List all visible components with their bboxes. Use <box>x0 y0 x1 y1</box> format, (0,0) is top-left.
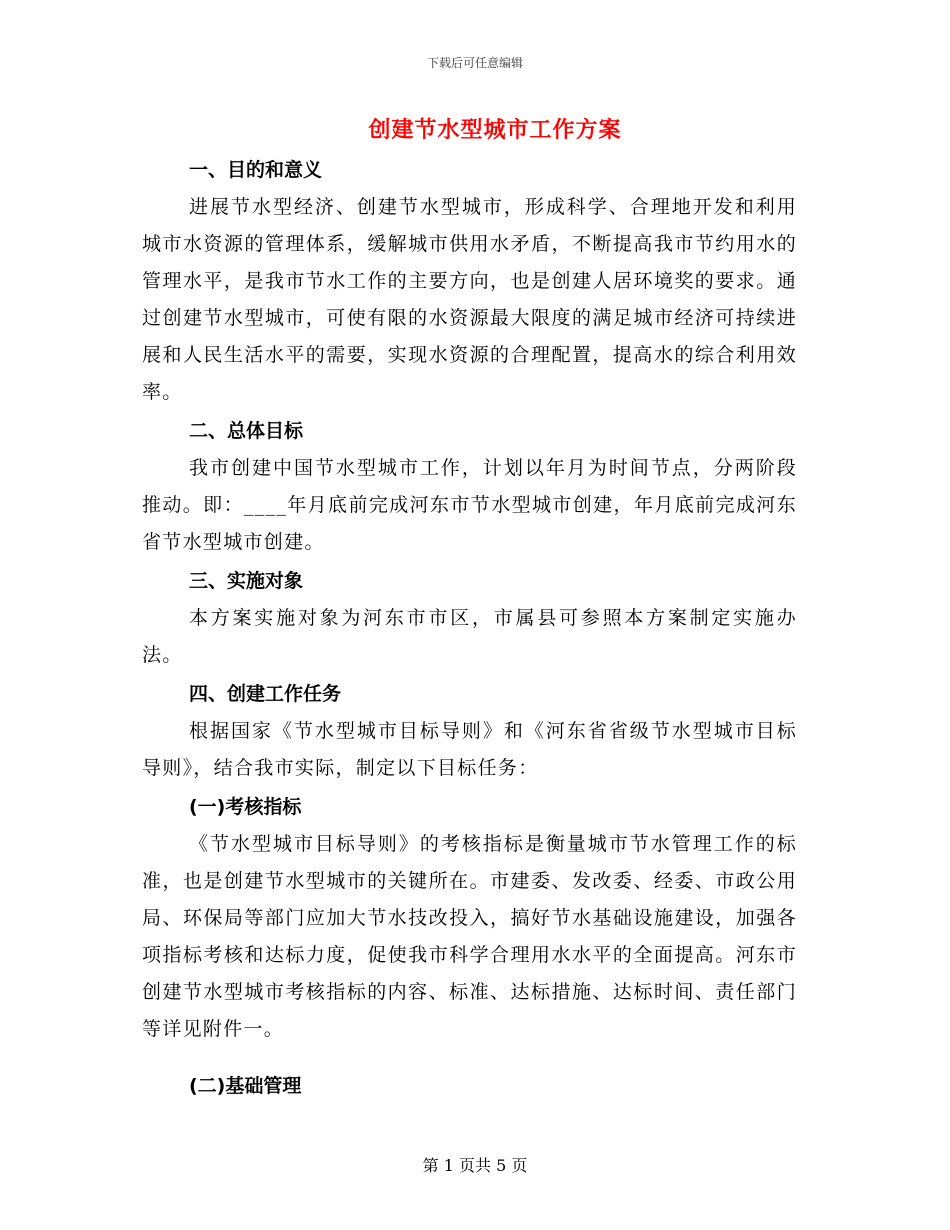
section-heading-targets: 三、实施对象 <box>189 570 304 592</box>
header-note: 下载后可任意编辑 <box>426 56 523 70</box>
section-paragraph-goals: 我市创建中国节水型城市工作，计划以年月为时间节点，分两阶段推动。即：____年月底前完成河东市节水型城市创建，年月底前完成河东省节水型城市创建。 <box>142 457 797 553</box>
page-footer: 第 1 页共 5 页 <box>422 1156 528 1175</box>
document-body <box>142 152 797 1105</box>
subsection-heading-basic-management: (二)基础管理 <box>189 1075 302 1097</box>
subsection-heading-indicators: (一)考核指标 <box>189 796 302 818</box>
section-heading-tasks: 四、创建工作任务 <box>189 683 342 705</box>
subsection-paragraph-indicators: 《节水型城市目标导则》的考核指标是衡量城市节水管理工作的标准，也是创建节水型城市的关键所在。市建委、发改委、经委、市政公用局、环保局等部门应加大节水技改投入，搞好节水基础设施建设，加强各项指标考核和达标力度，促使我市科学合理用水水平的全面提高。河东市创建节水型城市考核指标的内容、标准、达标措施、达标时间、责任部门等详见附件一。 <box>142 833 797 1040</box>
section-heading-purpose: 一、目的和意义 <box>189 159 323 181</box>
section-paragraph-purpose: 进展节水型经济、创建节水型城市，形成科学、合理地开发和利用城市水资源的管理体系，缓解城市供用水矛盾，不断提高我市节约用水的管理水平，是我市节水工作的主要方向，也是创建人居环境奖的要求。通过创建节水型城市，可使有限的水资源最大限度的满足城市经济可持续进展和人民生活水平的需要，实现水资源的合理配置，提高水的综合利用效率。 <box>142 196 797 403</box>
document-title: 创建节水型城市工作方案 <box>368 117 622 143</box>
section-paragraph-targets: 本方案实施对象为河东市市区，市属县可参照本方案制定实施办法。 <box>142 607 797 666</box>
section-paragraph-tasks: 根据国家《节水型城市目标导则》和《河东省省级节水型城市目标导则》，结合我市实际，制定以下目标任务： <box>142 720 797 779</box>
section-heading-goals: 二、总体目标 <box>189 420 304 442</box>
